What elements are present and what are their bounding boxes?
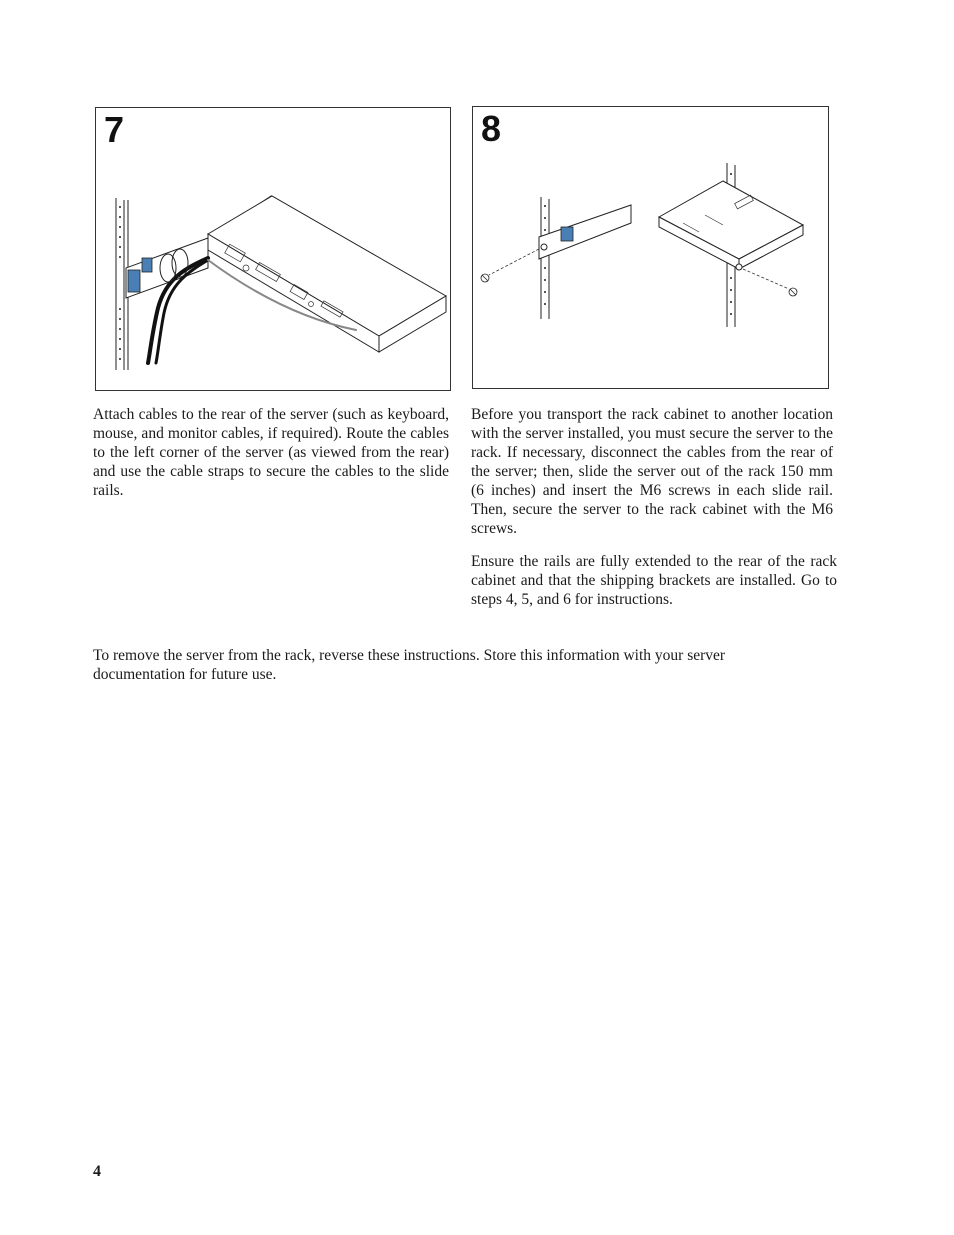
step-8-figure [472,106,829,389]
step-7-figure [95,107,451,391]
cable-routing-illustration [96,108,450,390]
shipping-screws-illustration [473,107,828,388]
closing-note: To remove the server from the rack, reverse these instructions. Store this information with your server documentation for future use. [93,647,726,683]
step-8-description: Before you transport the rack cabinet to another location with the server installed, you must secure the server to the rack. If necessary, disconnect the cables from the rear of the server; then, slide the server out of the rack 150 mm (6 inches) and insert the M6 screws in each slide rail. Then, secure the server to the rack cabinet with the M6 screws. [471,406,833,537]
step-7-description: Attach cables to the rear of the server (such as keyboard, mouse, and monitor cables, if required). Route the cables to the left corner of the server (as viewed from the rear) and use the cable straps to secure the cables to the slide rails. [93,406,449,499]
page-number: 4 [93,1163,101,1180]
step-number: 8 [481,108,502,149]
step-8-note: Ensure the rails are fully extended to the rear of the rack cabinet and that the shipping brackets are installed. Go to steps 4, 5, and 6 for instructions. [471,553,837,608]
step-number: 7 [104,109,125,150]
